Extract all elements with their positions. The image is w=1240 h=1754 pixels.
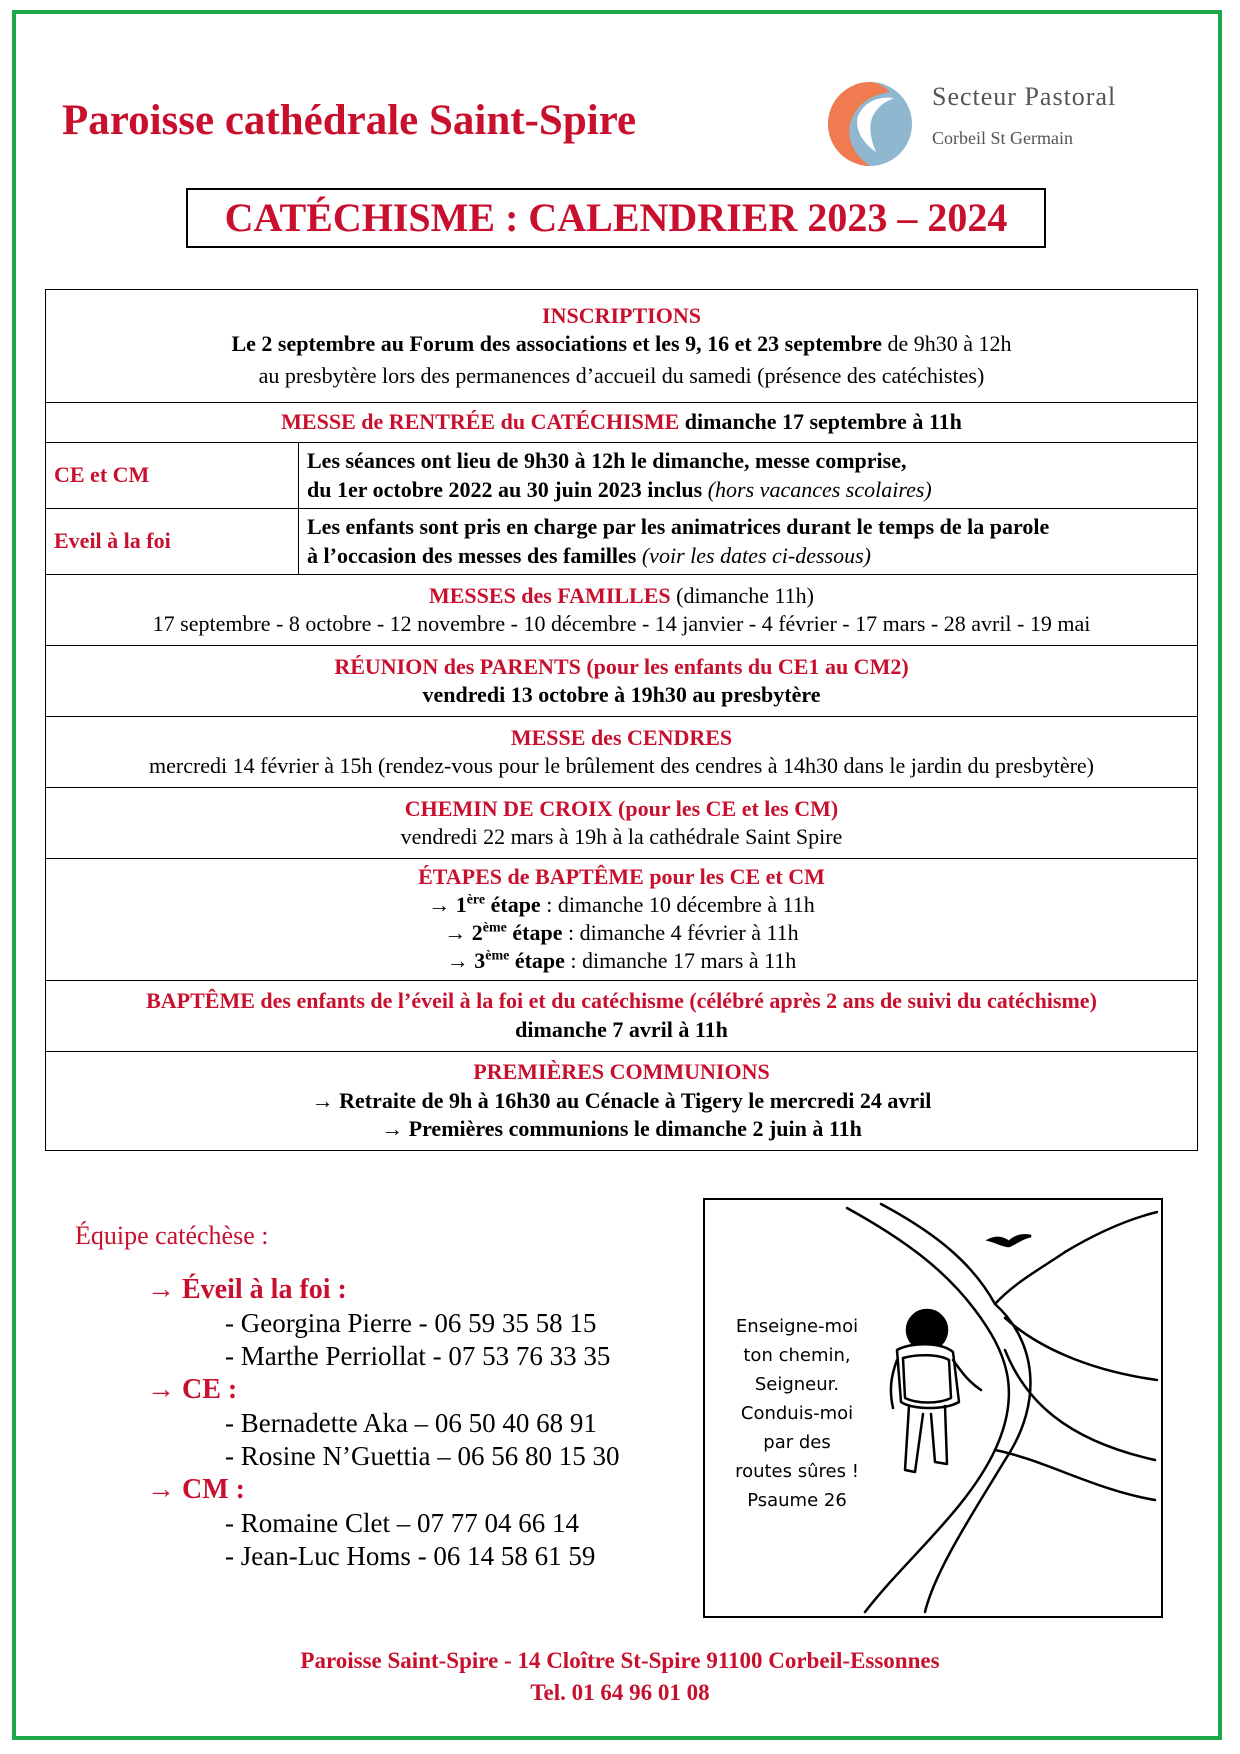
etape-item: → 3ème étape : dimanche 17 mars à 11h [446,948,797,974]
row-reunion [46,646,1198,717]
illustration-box [703,1198,1163,1618]
team-member: - Bernadette Aka – 06 50 40 68 91 [225,1408,597,1438]
logo-line2: Corbeil St Germain [932,128,1073,148]
cendres-date: mercredi 14 février à 15h (rendez-vous pour le brûlement des cendres à 14h30 dans le jardin du presbytère) [148,753,1095,778]
team-title: Équipe catéchèse : [75,1221,269,1250]
row-etapes [46,859,1198,981]
reunion-date: vendredi 13 octobre à 19h30 au presbytère [422,682,821,707]
ce-cm-note: (hors vacances scolaires) [702,476,932,502]
team-group-eveil: → Éveil à la foi : [147,1274,347,1305]
row-familles [46,575,1198,646]
cendres-title: MESSE des CENDRES [510,724,733,750]
communions-date: → Premières communions le dimanche 2 juin à 11h [381,1115,862,1141]
inscriptions-dates: Le 2 septembre au Forum des associations et les 9, 16 et 23 septembre [231,331,882,357]
team-member: - Romaine Clet – 07 77 04 66 14 [225,1508,579,1538]
team-member: - Marthe Perriollat - 07 53 76 33 35 [225,1341,611,1371]
parish-title: Paroisse cathédrale Saint-Spire [62,97,637,144]
dove-logo-icon [820,72,920,172]
ce-cm-line1: Les séances ont lieu de 9h30 à 12h le dimanche, messe comprise, [307,448,907,474]
ce-cm-period: du 1er octobre 2022 au 30 juin 2023 inclus [307,476,703,502]
inscriptions-title: INSCRIPTIONS [542,303,701,329]
team-group-cm: → CM : [147,1474,245,1505]
inscriptions-hours: de 9h30 à 12h [882,331,1012,357]
bapteme-date: dimanche 7 avril à 11h [515,1016,728,1042]
row-croix [46,788,1198,859]
row-bapteme [46,980,1198,1051]
row-rentree [46,403,1198,443]
team-section [75,1223,619,1573]
row-ce-cm [46,443,1198,509]
calendar-title: CATÉCHISME : CALENDRIER 2023 – 2024 [186,188,1046,248]
row-eveil [46,509,1198,575]
familles-dates: 17 septembre - 8 octobre - 12 novembre - 10 décembre - 14 janvier - 4 février - 17 mars - 28 avril - 19 mai [152,611,1091,636]
footer-address: Paroisse Saint-Spire - 14 Cloître St-Spire 91100 Corbeil-Essonnes [300,1648,940,1673]
familles-title: MESSES des FAMILLES [428,582,671,608]
bapteme-title: BAPTÊME des enfants de l’éveil à la foi et du catéchisme (célébré après 2 ans de suivi du catéchisme) [146,988,1097,1014]
inscriptions-place: au presbytère lors des permanences d’accueil du samedi (présence des catéchistes) [258,362,985,388]
eveil-label: Eveil à la foi [46,509,299,575]
rentree-title: MESSE de RENTRÉE du CATÉCHISME [281,409,680,435]
footer-phone: Tel. 01 64 96 01 08 [530,1680,710,1705]
communions-title: PREMIÈRES COMMUNIONS [473,1059,770,1085]
communions-retreat: → Retraite de 9h à 16h30 au Cénacle à Tigery le mercredi 24 avril [311,1087,932,1113]
row-inscriptions [46,290,1198,403]
ce-cm-label: CE et CM [46,443,299,509]
familles-note: (dimanche 11h) [670,582,814,608]
team-group-ce: → CE : [147,1374,238,1405]
croix-date: vendredi 22 mars à 19h à la cathédrale Saint Spire [400,824,843,849]
team-member: - Jean-Luc Homs - 06 14 58 61 59 [225,1541,596,1571]
logo-line1: Secteur Pastoral [932,82,1117,111]
rentree-date: dimanche 17 septembre à 11h [679,409,962,435]
etapes-title: ÉTAPES de BAPTÊME pour les CE et CM [418,864,825,889]
eveil-line2: à l’occasion des messes des familles [307,542,637,568]
eveil-line1: Les enfants sont pris en charge par les animatrices durant le temps de la parole [307,514,1050,540]
etape-item: → 1ère étape : dimanche 10 décembre à 11h [428,892,815,918]
reunion-title: RÉUNION des PARENTS (pour les enfants du CE1 au CM2) [334,653,909,679]
row-communions [46,1051,1198,1150]
team-member: - Georgina Pierre - 06 59 35 58 15 [225,1308,597,1338]
etape-item: → 2ème étape : dimanche 4 février à 11h [444,920,799,946]
eveil-note: (voir les dates ci-dessous) [636,542,871,568]
sector-logo [820,72,1140,172]
team-member: - Rosine N’Guettia – 06 56 80 15 30 [225,1441,620,1471]
schedule-table [45,289,1198,1151]
row-cendres [46,717,1198,788]
croix-title: CHEMIN DE CROIX (pour les CE et les CM) [404,795,839,821]
psalm-quote: Enseigne-moi ton chemin, Seigneur. Conduis-moi par des routes sûres ! Psaume 26 [735,1316,859,1511]
